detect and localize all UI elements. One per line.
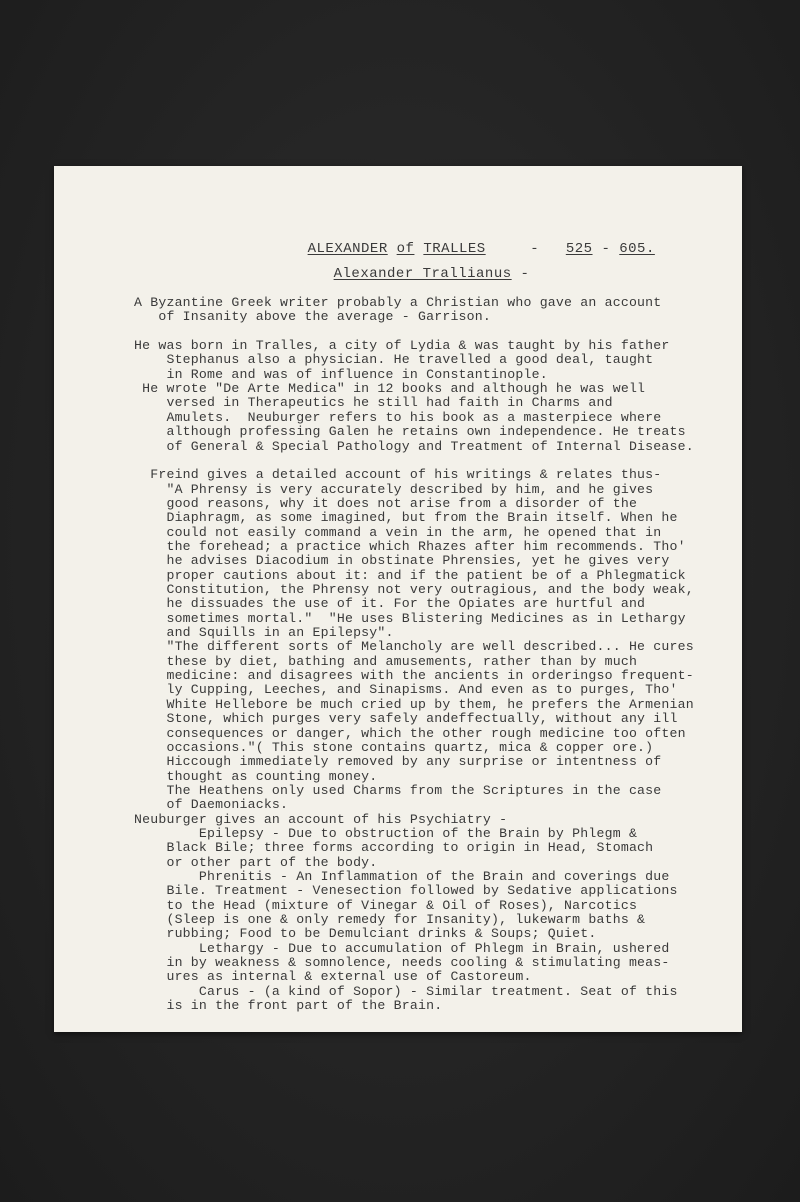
title-dash: - <box>530 241 540 258</box>
text-line: Freind gives a detailed account of his writings & relates thus- <box>134 467 662 483</box>
text-line: these by diet, bathing and amusements, rather than by much <box>134 653 638 669</box>
text-line: in by weakness & somnolence, needs cooling & stimulating meas- <box>134 955 670 971</box>
text-line: is in the front part of the Brain. <box>134 998 443 1014</box>
text-line: Carus - (a kind of Sopor) - Similar treatment. Seat of this <box>134 983 678 999</box>
text-line: versed in Therapeutics he still had faith in Charms and <box>134 395 613 411</box>
text-line: could not easily command a vein in the arm, he opened that in <box>134 524 662 540</box>
text-line: Phrenitis - An Inflammation of the Brain and coverings due <box>134 869 670 884</box>
text-line: Neuburger gives an account of his Psychiatry - <box>134 811 508 827</box>
text-line: medicine: and disagrees with the ancients in orderingso frequent- <box>134 668 694 684</box>
text-line: Stone, which purges very safely andeffectually, without any ill <box>134 711 678 727</box>
text-line: he advises Diacodium in obstinate Phrensies, yet he gives very <box>134 553 670 569</box>
text-line: White Hellebore be much cried up by them, he prefers the Armenian <box>134 696 694 712</box>
text-line: of Daemoniacks. <box>134 797 289 813</box>
title-of: of <box>396 241 415 258</box>
text-line: although professing Galen he retains own independence. He treats <box>134 424 686 440</box>
text-line: the forehead; a practice which Rhazes after him recommends. Tho' <box>134 538 686 554</box>
text-line: Amulets. Neuburger refers to his book as a masterpiece where <box>134 409 662 425</box>
text-line: A Byzantine Greek writer probably a Christian who gave an account <box>134 295 662 310</box>
text-line: in Rome and was of influence in Constantinople. <box>134 366 548 382</box>
text-line: ly Cupping, Leeches, and Sinapisms. And even as to purges, Tho' <box>134 682 678 698</box>
text-line: of Insanity above the average - Garrison. <box>134 309 492 325</box>
text-line: Diaphragm, as some imagined, but from the Brain itself. When he <box>134 510 678 526</box>
text-line: ures as internal & external use of Castoreum. <box>134 969 532 985</box>
text-line: of General & Special Pathology and Treatment of Internal Disease. <box>134 438 694 454</box>
text-line: The Heathens only used Charms from the Scriptures in the case <box>134 782 662 798</box>
text-line: consequences or danger, which the other rough medicine too often <box>134 725 686 741</box>
text-line: and Squills in an Epilepsy". <box>134 625 394 641</box>
title-name: ALEXANDER <box>307 241 388 258</box>
text-line: proper cautions about it: and if the patient be of a Phlegmatick <box>134 567 686 583</box>
text-line: He was born in Tralles, a city of Lydia & was taught by his father <box>134 338 670 354</box>
title-start-year: 525 <box>565 241 593 258</box>
text-line: "The different sorts of Melancholy are well described... He cures <box>134 639 694 655</box>
text-line: occasions."( This stone contains quartz, mica & copper ore.) <box>134 739 654 755</box>
text-line: (Sleep is one & only remedy for Insanity), lukewarm baths & <box>134 912 646 928</box>
text-line: to the Head (mixture of Vinegar & Oil of Roses), Narcotics <box>134 897 638 913</box>
text-line: He wrote "De Arte Medica" in 12 books and although he was well <box>134 381 646 397</box>
subtitle-name: Alexander Trallianus <box>333 266 512 283</box>
page-subtitle <box>298 253 529 296</box>
subtitle-dash: - <box>520 266 530 283</box>
title-end-year: 605. <box>619 241 655 258</box>
title-year-sep: - <box>601 241 611 258</box>
text-line: he dissuades the use of it. For the Opiates are hurtful and <box>134 596 646 612</box>
text-line: or other part of the body. <box>134 854 378 870</box>
title-place: TRALLES <box>423 241 486 258</box>
text-line: Hiccough immediately removed by any surprise or intentness of <box>134 754 662 770</box>
text-line: Constitution, the Phrensy not very outragious, and the body weak, <box>134 582 694 597</box>
text-line: Lethargy - Due to accumulation of Phlegm in Brain, ushered <box>134 940 670 956</box>
text-line: Epilepsy - Due to obstruction of the Brain by Phlegm & <box>134 825 638 841</box>
text-line: "A Phrensy is very accurately described by him, and he gives <box>134 481 654 497</box>
text-line: rubbing; Food to be Demulciant drinks & Soups; Quiet. <box>134 926 597 942</box>
text-line: thought as counting money. <box>134 768 378 784</box>
typewritten-page <box>54 166 742 1032</box>
text-line: Black Bile; three forms according to origin in Head, Stomach <box>134 840 654 856</box>
text-line: Bile. Treatment - Venesection followed by Sedative applications <box>134 883 678 899</box>
text-line: Stephanus also a physician. He travelled a good deal, taught <box>134 352 654 368</box>
text-line: sometimes mortal." "He uses Blistering Medicines as in Lethargy <box>134 610 686 626</box>
text-line: good reasons, why it does not arise from a disorder of the <box>134 495 638 511</box>
